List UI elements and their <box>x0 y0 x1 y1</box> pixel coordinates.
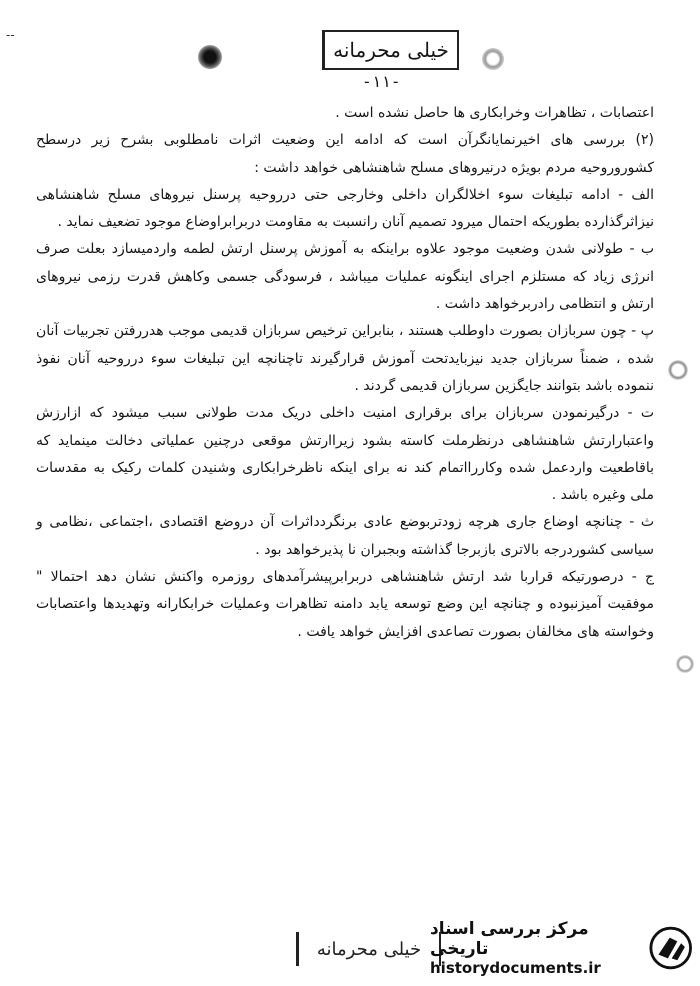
paragraph-pe: پ - چون سربازان بصورت داوطلب هستند ، بنابراین ترخیص سربازان قدیمی موجب هدررفتن تجربیات آنان شده ، ضمناً سربازان جدید نیزبایدتحت آموزش قرارگیرند تاچنانچه این تبلیغات سوء درروحیه آنان نفوذ ننموده باشد بتوانند جایگزین سربازان قدیمی گردند . <box>36 323 654 394</box>
watermark-url: historydocuments.ir <box>430 959 601 977</box>
paragraph-strikes-intro: اعتصابات ، تظاهرات وخرابکاری ها حاصل نشده است . <box>335 105 654 121</box>
classification-stamp-bottom: خیلی محرمانه <box>296 932 441 966</box>
corner-mark: -- <box>6 28 15 42</box>
footer-area <box>0 900 700 986</box>
classification-stamp-top: خیلی محرمانه <box>322 30 459 70</box>
punch-hole-side-lower <box>676 655 694 673</box>
document-body <box>36 100 654 646</box>
punch-hole-light <box>482 48 504 70</box>
paragraph-alef: الف - ادامه تبلیغات سوء اخلالگران داخلی وخارجی حتی درروحیه پرسنل نیروهای مسلح شاهنشاهی نیزاثرگذارده بطوریکه احتمال میرود تصمیم آنان رانسبت به مقاومت دربرابراوضاع موجود تضعیف نماید . <box>36 186 654 231</box>
paragraph-te: ت - درگیرنمودن سربازان برای برقراری امنیت داخلی دریک مدت طولانی سبب میشود که ازارزش واعتبارارتش شاهنشاهی درنظرملت کاسته بشود زیراارتش موقعی درچنین عملیاتی دخالت مینماید که باقاطعیت واردعمل شده وکاررااتمام کند نه برای اینکه ناظرخرابکاری وشنیدن کلمات رکیک به مقدسات ملی وغیره باشد . <box>36 405 654 504</box>
punch-hole-dark <box>198 45 222 69</box>
paragraph-se: ث - چنانچه اوضاع جاری هرچه زودتربوضع عادی برنگردداثرات آن دروضع اقتصادی ،اجتماعی ،نظامی و سیاسی کشوردرجه بالاتری بازبرجا گذاشته وبجبران نا پذیرخواهد بود . <box>36 514 654 558</box>
page-number: -۱۱- <box>362 72 401 91</box>
archive-watermark <box>430 918 692 978</box>
paragraph-be: ب - طولانی شدن وضعیت موجود علاوه براینکه به آموزش پرسنل ارتش لطمه واردمیسازد بعلت صرف انرژی زیاد که مستلزم اجرای اینگونه عملیات میباشد ، فرسودگی جسمی وکاهش قدرت رزمی نیروهای ارتش و انتظامی رادربرخواهد داشت . <box>36 241 654 313</box>
paragraph-jim: ج - درصورتیکه قراربا شد ارتش شاهنشاهی دربرابرپیشرآمدهای روزمره واکنش نشان دهد احتمالا " موفقیت آمیزنبوده و چنانچه این وضع توسعه یابد دامنه تظاهرات وعملیات خرابکارانه وتهدیدها واعتصابات وخواسته های مخالفان بصورت تصاعدی افزایش خواهد یافت . <box>36 569 654 640</box>
archive-logo-icon <box>649 925 692 971</box>
watermark-name: مرکز بررسی اسناد تاریخی <box>430 919 589 959</box>
paragraph-item-2: (۲) بررسی های اخیرنمایانگرآن است که ادامه این وضعیت اثرات نامطلوبی بشرح زیر درسطح کشوروروحیه مردم بویژه درنیروهای مسلح شاهنشاهی خواهد داشت : <box>36 132 654 176</box>
punch-hole-side <box>668 360 688 380</box>
